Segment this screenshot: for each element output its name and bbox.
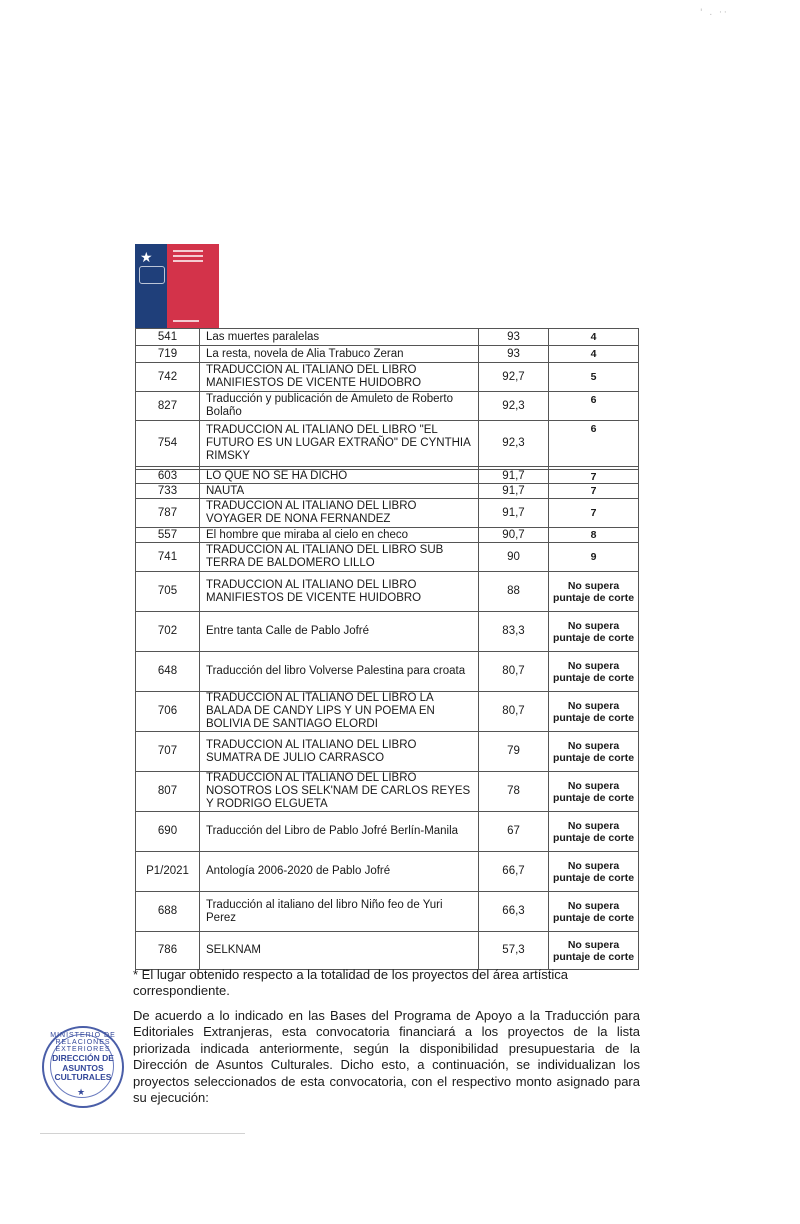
table-row <box>136 484 639 499</box>
project-id-cell: 733 <box>136 484 200 499</box>
project-id-cell: 827 <box>136 392 200 421</box>
score-cell: 92,7 <box>479 363 549 392</box>
project-id-cell: 688 <box>136 892 200 932</box>
table-row <box>136 812 639 852</box>
emblem-icon <box>139 266 165 284</box>
table-row <box>136 772 639 812</box>
project-title-cell: TRADUCCION AL ITALIANO DEL LIBRO SUMATRA DE JULIO CARRASCO <box>200 732 479 772</box>
project-title-cell: TRADUCCION AL ITALIANO DEL LIBRO SUB TERRA DE BALDOMERO LILLO <box>200 543 479 572</box>
logo-flag-block <box>135 244 167 328</box>
table-row <box>136 852 639 892</box>
score-cell: 92,3 <box>479 421 549 467</box>
project-title-cell: Las muertes paralelas <box>200 329 479 346</box>
score-cell: 91,7 <box>479 499 549 528</box>
score-cell: 57,3 <box>479 932 549 970</box>
stamp-center-text: DIRECCIÓN DE ASUNTOS CULTURALES <box>52 1053 114 1082</box>
rank-cell: No supera puntaje de corte <box>549 932 639 970</box>
rank-cell: No supera puntaje de corte <box>549 732 639 772</box>
project-title-cell: TRADUCCION AL ITALIANO DEL LIBRO MANIFIESTOS DE VICENTE HUIDOBRO <box>200 363 479 392</box>
project-id-cell: 557 <box>136 528 200 543</box>
project-title-cell: Traducción del libro Volverse Palestina para croata <box>200 652 479 692</box>
corner-mark: ' . ·· <box>700 8 729 18</box>
rank-cell: No supera puntaje de corte <box>549 652 639 692</box>
rank-cell: 7 <box>549 470 639 484</box>
score-cell: 90 <box>479 543 549 572</box>
rank-cell: No supera puntaje de corte <box>549 612 639 652</box>
dirac-logo <box>135 244 219 328</box>
logo-red-block <box>167 244 219 328</box>
table-row <box>136 392 639 421</box>
score-cell: 80,7 <box>479 692 549 732</box>
project-id-cell: 807 <box>136 772 200 812</box>
score-cell: 88 <box>479 572 549 612</box>
table-row <box>136 932 639 970</box>
footnote: * El lugar obtenido respecto a la totalidad de los proyectos del área artística correspondiente. <box>133 967 569 998</box>
project-title-cell: Antología 2006-2020 de Pablo Jofré <box>200 852 479 892</box>
table-row <box>136 732 639 772</box>
table-row <box>136 692 639 732</box>
score-cell: 66,7 <box>479 852 549 892</box>
project-title-cell: TRADUCCION AL ITALIANO DEL LIBRO MANIFIESTOS DE VICENTE HUIDOBRO <box>200 572 479 612</box>
stamp-arc-text: MINISTERIO DE RELACIONES EXTERIORES <box>50 1032 116 1053</box>
project-id-cell: 541 <box>136 329 200 346</box>
results-table <box>135 328 639 970</box>
rank-cell: 4 <box>549 346 639 363</box>
star-icon: ★ <box>140 250 153 266</box>
table-row <box>136 346 639 363</box>
project-id-cell: 707 <box>136 732 200 772</box>
rank-cell: 9 <box>549 543 639 572</box>
project-title-cell: SELKNAM <box>200 932 479 970</box>
star-icon: ★ <box>77 1088 86 1098</box>
rank-cell: No supera puntaje de corte <box>549 852 639 892</box>
table-row <box>136 892 639 932</box>
rank-cell: 5 <box>549 363 639 392</box>
project-id-cell: 690 <box>136 812 200 852</box>
rank-cell: No supera puntaje de corte <box>549 892 639 932</box>
project-title-cell: TRADUCCION AL ITALIANO DEL LIBRO LA BALADA DE CANDY LIPS Y UN POEMA EN BOLIVIA DE SANTIAGO ELORDI <box>200 692 479 732</box>
project-title-cell: El hombre que miraba al cielo en checo <box>200 528 479 543</box>
project-id-cell: 648 <box>136 652 200 692</box>
project-title-cell: Traducción del Libro de Pablo Jofré Berlín-Manila <box>200 812 479 852</box>
rank-cell: 7 <box>549 499 639 528</box>
table-row <box>136 363 639 392</box>
table-row <box>136 470 639 484</box>
score-cell: 66,3 <box>479 892 549 932</box>
score-cell: 80,7 <box>479 652 549 692</box>
project-title-cell: Traducción al italiano del libro Niño feo de Yuri Perez <box>200 892 479 932</box>
rank-cell: 4 <box>549 329 639 346</box>
table-row <box>136 499 639 528</box>
project-id-cell: P1/2021 <box>136 852 200 892</box>
score-cell: 91,7 <box>479 470 549 484</box>
project-title-cell: La resta, novela de Alia Trabuco Zeran <box>200 346 479 363</box>
project-id-cell: 754 <box>136 421 200 467</box>
body-paragraph: De acuerdo a lo indicado en las Bases del Programa de Apoyo a la Traducción para Editoriales Extranjeras, esta convocatoria financiará a los proyectos de la lista priorizada indicada anteriormente, según la disponibilidad presupuestaria de la Dirección de Asuntos Culturales. Dicho esto, a continuación, se individualizan los proyectos seleccionados de esta convocatoria, con el respectivo monto asignado para su ejecución: <box>133 1008 640 1106</box>
score-cell: 90,7 <box>479 528 549 543</box>
project-title-cell: TRADUCCION AL ITALIANO DEL LIBRO VOYAGER DE NONA FERNANDEZ <box>200 499 479 528</box>
project-title-cell: Entre tanta Calle de Pablo Jofré <box>200 612 479 652</box>
table-row <box>136 421 639 467</box>
project-id-cell: 603 <box>136 470 200 484</box>
score-cell: 78 <box>479 772 549 812</box>
project-title-cell: TRADUCCION AL ITALIANO DEL LIBRO NOSOTROS LOS SELK'NAM DE CARLOS REYES Y RODRIGO ELGUETA <box>200 772 479 812</box>
score-cell: 92,3 <box>479 392 549 421</box>
rank-cell: 6 <box>549 421 639 467</box>
bottom-rule <box>40 1133 245 1134</box>
table-row <box>136 329 639 346</box>
project-id-cell: 787 <box>136 499 200 528</box>
project-title-cell: Traducción y publicación de Amuleto de Roberto Bolaño <box>200 392 479 421</box>
rank-cell: No supera puntaje de corte <box>549 812 639 852</box>
table-row <box>136 528 639 543</box>
rank-cell: 8 <box>549 528 639 543</box>
rank-cell: 6 <box>549 392 639 421</box>
score-cell: 67 <box>479 812 549 852</box>
score-cell: 91,7 <box>479 484 549 499</box>
rank-cell: No supera puntaje de corte <box>549 772 639 812</box>
table-row <box>136 652 639 692</box>
project-id-cell: 702 <box>136 612 200 652</box>
project-id-cell: 741 <box>136 543 200 572</box>
rank-cell: No supera puntaje de corte <box>549 692 639 732</box>
project-id-cell: 742 <box>136 363 200 392</box>
results-body <box>136 329 639 970</box>
rank-cell: No supera puntaje de corte <box>549 572 639 612</box>
table-row <box>136 543 639 572</box>
project-title-cell: LO QUE NO SE HA DICHO <box>200 470 479 484</box>
project-id-cell: 706 <box>136 692 200 732</box>
table-row <box>136 572 639 612</box>
score-cell: 93 <box>479 346 549 363</box>
project-title-cell: NAUTA <box>200 484 479 499</box>
project-id-cell: 786 <box>136 932 200 970</box>
score-cell: 79 <box>479 732 549 772</box>
score-cell: 93 <box>479 329 549 346</box>
project-title-cell: TRADUCCION AL ITALIANO DEL LIBRO "EL FUTURO ES UN LUGAR EXTRAÑO" DE CYNTHIA RIMSKY <box>200 421 479 467</box>
score-cell: 83,3 <box>479 612 549 652</box>
table-row <box>136 612 639 652</box>
rank-cell: 7 <box>549 484 639 499</box>
official-stamp <box>42 1026 124 1108</box>
project-id-cell: 719 <box>136 346 200 363</box>
project-id-cell: 705 <box>136 572 200 612</box>
